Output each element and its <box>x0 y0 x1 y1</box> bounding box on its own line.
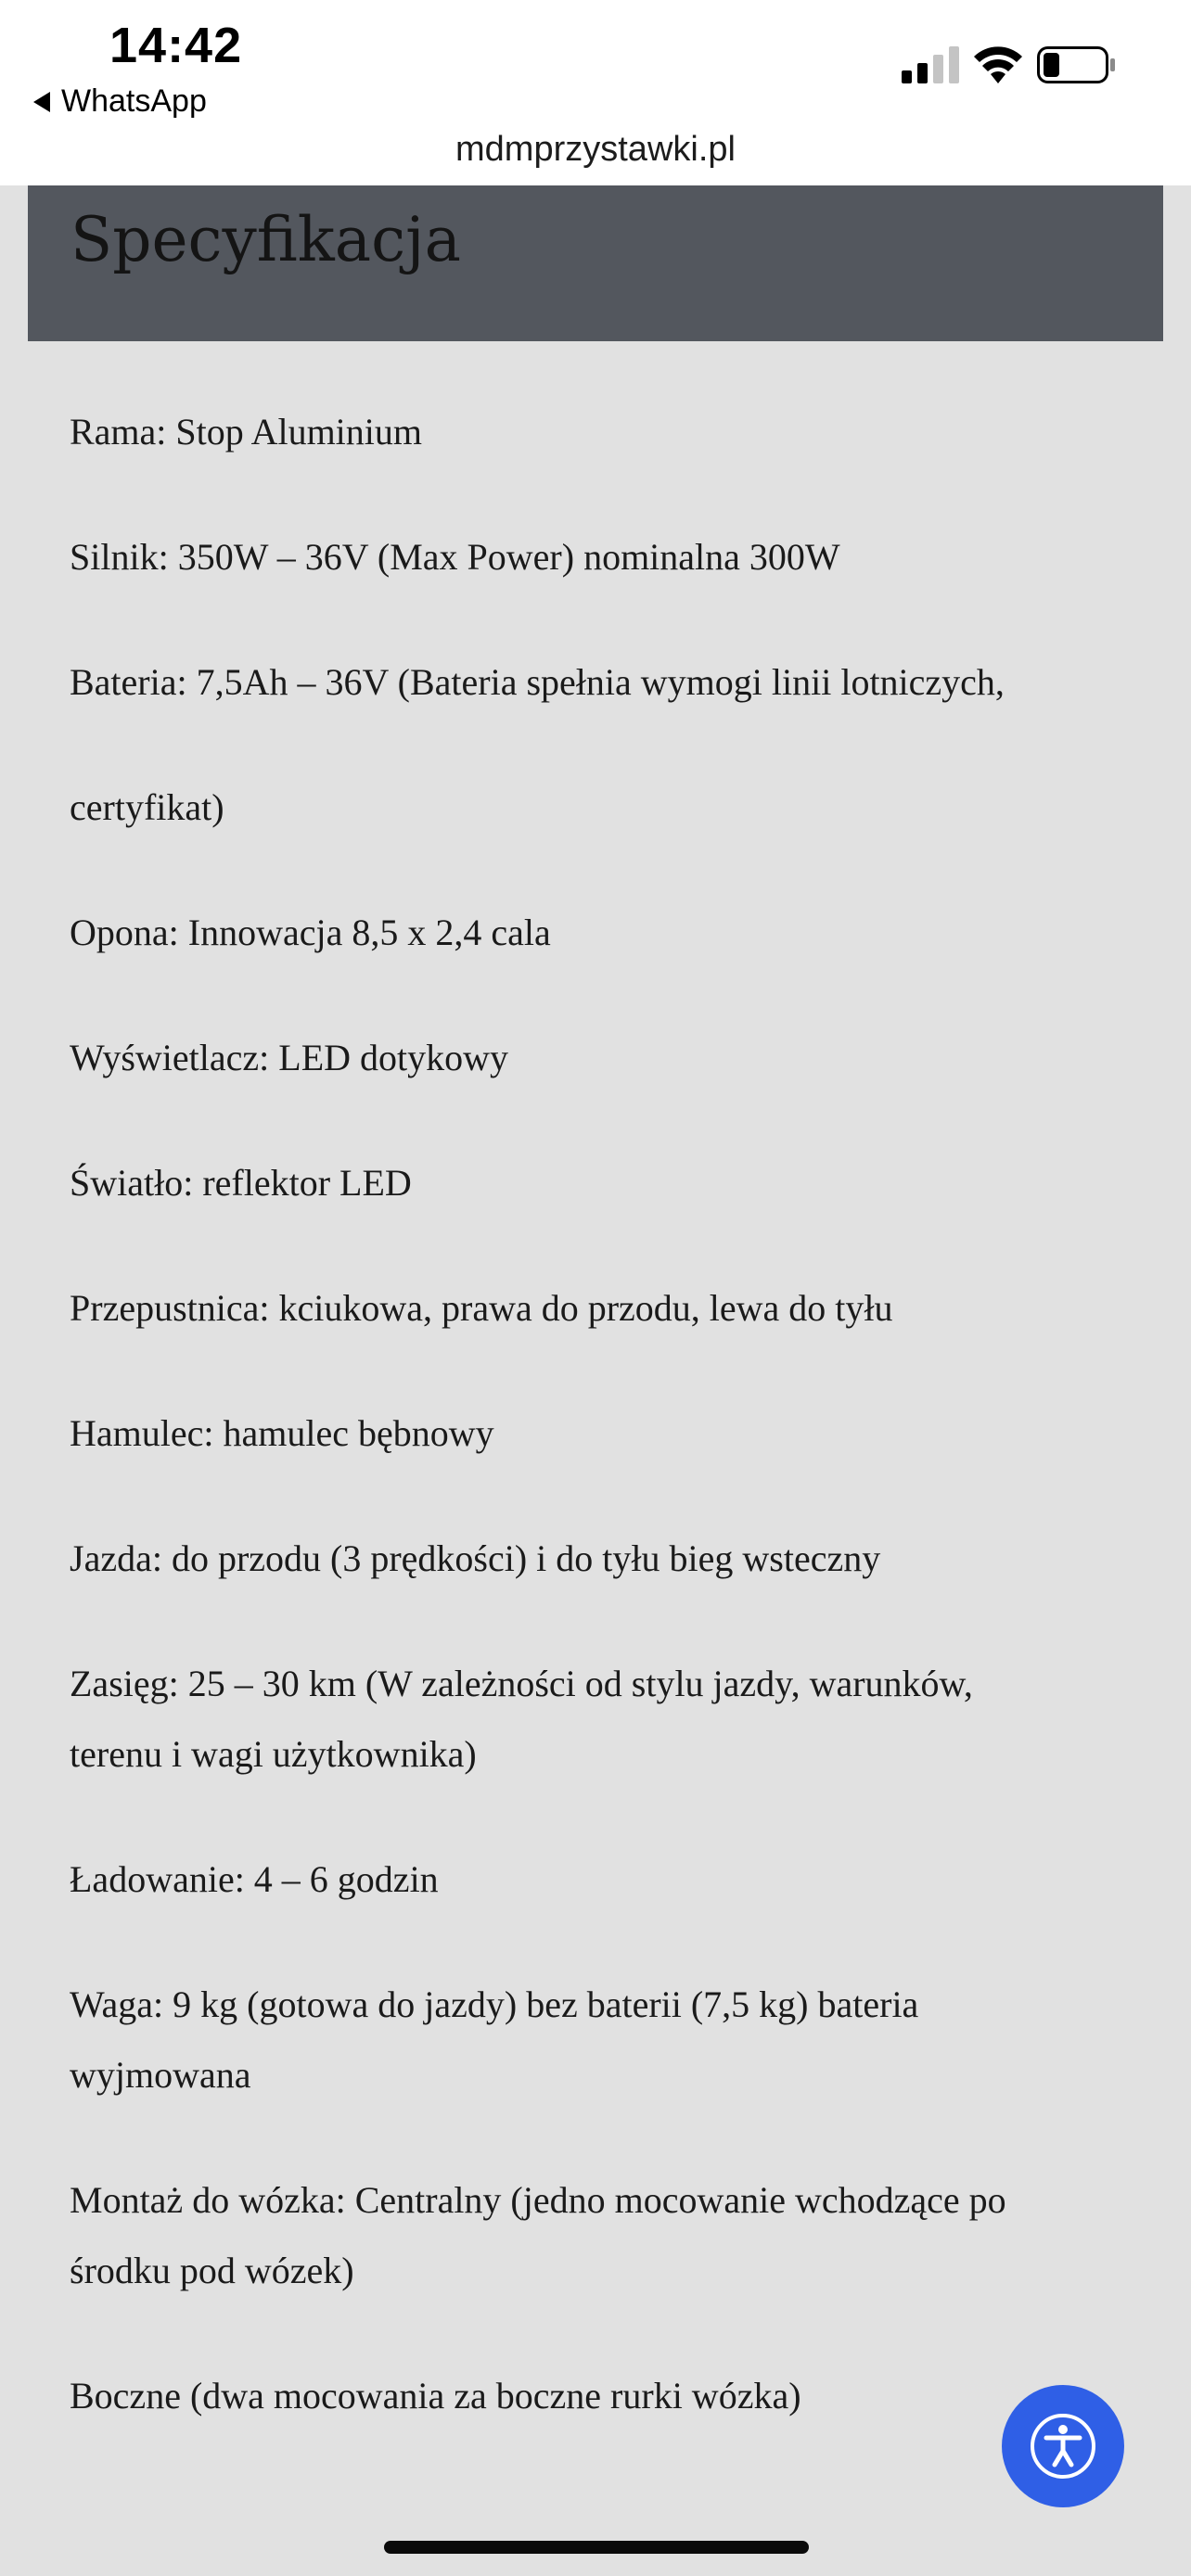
spec-item-charging: Ładowanie: 4 – 6 godzin <box>70 1858 439 1900</box>
spec-item-mount: Montaż do wózka: Centralny (jedno mocowanie wchodzące po <box>70 2179 1006 2221</box>
spec-item-tire: Opona: Innowacja 8,5 x 2,4 cala <box>70 912 551 953</box>
spec-item-brake: Hamulec: hamulec bębnowy <box>70 1412 494 1454</box>
spec-item-throttle: Przepustnica: kciukowa, prawa do przodu, lewa do tyłu <box>70 1287 893 1329</box>
status-bar <box>0 0 1191 169</box>
spec-item-range: Zasięg: 25 – 30 km (W zależności od stylu jazdy, warunków, <box>70 1663 973 1704</box>
back-to-app-link[interactable] <box>33 83 207 120</box>
spec-item-frame: Rama: Stop Aluminium <box>70 411 423 453</box>
accessibility-icon <box>1028 2411 1098 2481</box>
spec-item-range-cont: terenu i wagi użytkownika) <box>70 1733 477 1775</box>
spec-item-side-mount: Boczne (dwa mocowania za boczne rurki wózka) <box>70 2375 801 2417</box>
page-content <box>0 185 1191 2576</box>
home-indicator[interactable] <box>384 2541 809 2554</box>
section-header <box>28 185 1163 341</box>
spec-item-light: Światło: reflektor LED <box>70 1162 412 1204</box>
url-bar[interactable]: mdmprzystawki.pl <box>455 130 736 169</box>
section-title: Specyfikacja <box>70 204 461 275</box>
spec-item-weight: Waga: 9 kg (gotowa do jazdy) bez baterii (7,5 kg) bateria <box>70 1983 919 2025</box>
back-app-label: WhatsApp <box>61 83 207 119</box>
spec-item-mount-cont: środku pod wózek) <box>70 2250 354 2291</box>
spec-item-battery-cont: certyfikat) <box>70 786 224 828</box>
back-arrow-icon <box>33 92 50 112</box>
spec-item-weight-cont: wyjmowana <box>70 2054 251 2096</box>
spec-item-motor: Silnik: 350W – 36V (Max Power) nominalna 300W <box>70 536 840 578</box>
spec-item-display: Wyświetlacz: LED dotykowy <box>70 1037 509 1078</box>
wifi-icon <box>972 43 1024 83</box>
status-time: 14:42 <box>109 18 243 73</box>
battery-icon <box>1037 46 1117 83</box>
spec-item-battery: Bateria: 7,5Ah – 36V (Bateria spełnia wymogi linii lotniczych, <box>70 661 1005 703</box>
accessibility-button[interactable] <box>1002 2385 1124 2507</box>
cellular-signal-icon <box>902 46 959 83</box>
spec-item-drive: Jazda: do przodu (3 prędkości) i do tyłu bieg wsteczny <box>70 1537 881 1579</box>
